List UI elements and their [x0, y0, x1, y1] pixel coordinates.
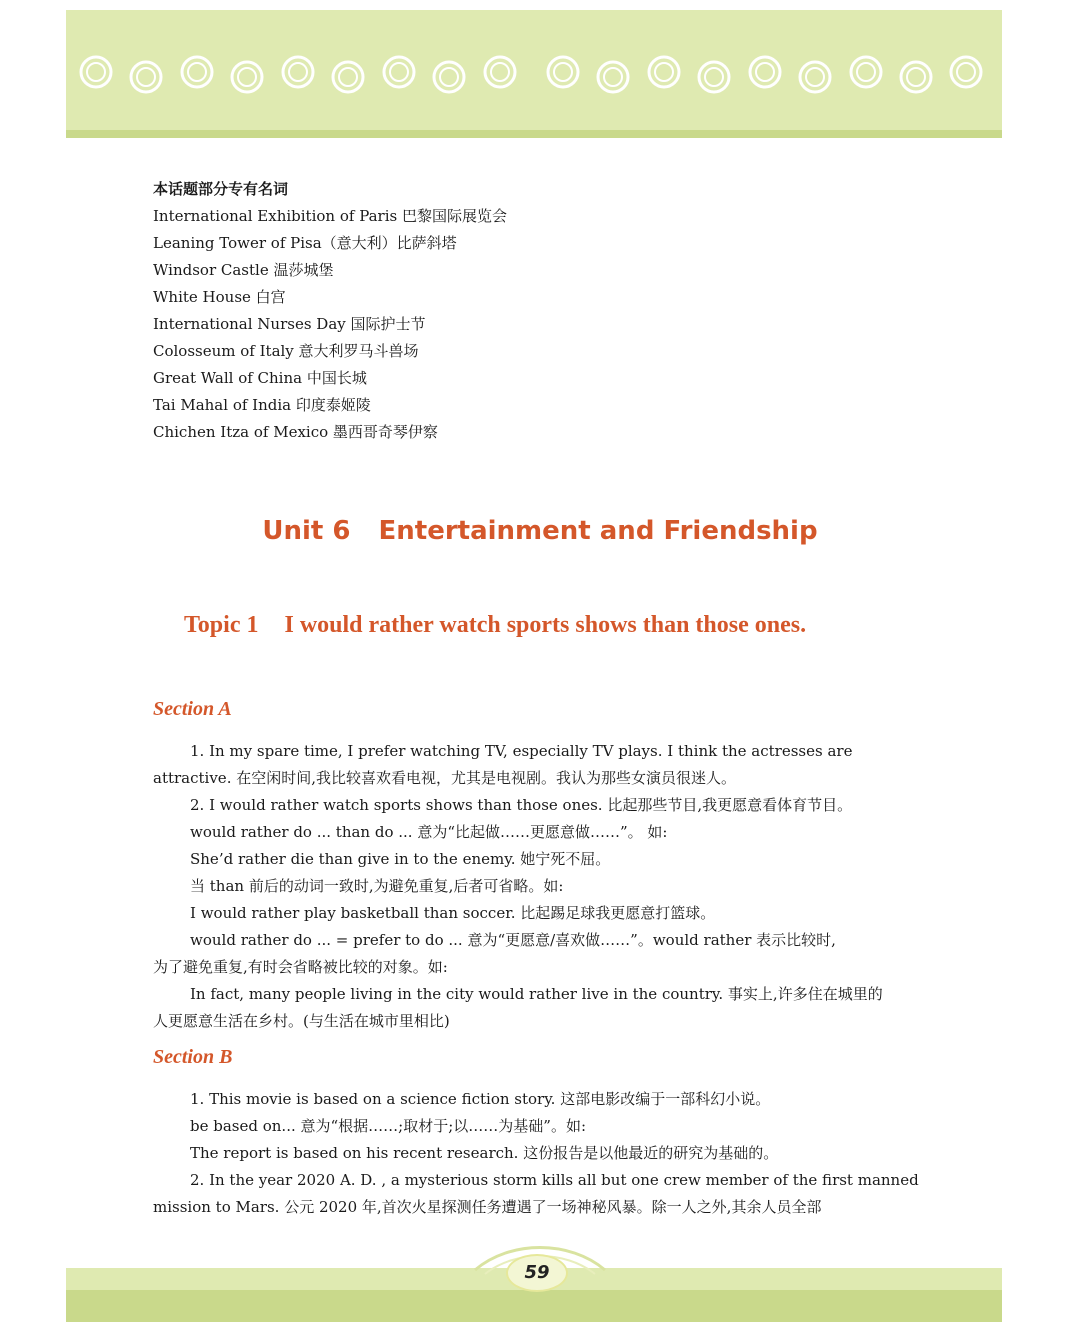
text-line: 1. This movie is based on a science fiction story. 这部电影改编于一部科幻小说。 [190, 1090, 771, 1108]
ring-icon [800, 62, 830, 92]
topic-name: I would rather watch sports shows than those ones. [284, 612, 807, 638]
text-line: 1. In my spare time, I prefer watching TV, especially TV plays. I think the actresses are [190, 742, 853, 760]
ring-icon [649, 57, 679, 87]
text-line: would rather do ... than do ... 意为“比起做……更愿意做……”。 如: [190, 823, 668, 841]
ring-icon [232, 62, 262, 92]
ring-icon [951, 57, 981, 87]
ring-icon [384, 57, 414, 87]
text-line: She’d rather die than give in to the enemy. 她宁死不屈。 [190, 850, 611, 868]
text-line: The report is based on his recent research. 这份报告是以他最近的研究为基础的。 [190, 1144, 779, 1162]
ring-icon [283, 57, 313, 87]
topic-number: Topic 1 [184, 612, 259, 638]
ring-icon [548, 57, 578, 87]
glossary-item: White House 白宫 [153, 288, 286, 306]
ring-icon [750, 57, 780, 87]
ring-icon [485, 57, 515, 87]
footer-band-bottom [66, 1290, 1002, 1322]
section-a-body [153, 738, 913, 1035]
glossary-item: Colosseum of Italy 意大利罗马斗兽场 [153, 342, 419, 360]
ring-icon [333, 62, 363, 92]
glossary-item: Great Wall of China 中国长城 [153, 369, 367, 387]
unit-name: Entertainment and Friendship [378, 516, 818, 546]
glossary-title: 本话题部分专有名词 [153, 180, 289, 198]
section-b-body [153, 1086, 919, 1221]
section-a-heading: Section A [153, 698, 232, 720]
glossary-item: Chichen Itza of Mexico 墨西哥奇琴伊察 [153, 423, 438, 441]
glossary-item: Windsor Castle 温莎城堡 [153, 261, 334, 279]
ring-icon [182, 57, 212, 87]
text-line: 为了避免重复,有时会省略被比较的对象。如: [153, 958, 448, 976]
text-line: 人更愿意生活在乡村。(与生活在城市里相比) [153, 1012, 450, 1030]
header-divider [66, 130, 1002, 138]
ring-icon [851, 57, 881, 87]
header-band [66, 10, 1002, 130]
ring-icon [901, 62, 931, 92]
glossary-item: Tai Mahal of India 印度泰姬陵 [153, 396, 371, 414]
text-line: 2. In the year 2020 A. D. , a mysterious storm kills all but one crew member of the first manned [190, 1171, 919, 1189]
ring-icon [699, 62, 729, 92]
ring-icon [598, 62, 628, 92]
glossary-item: Leaning Tower of Pisa（意大利）比萨斜塔 [153, 234, 457, 252]
unit-number: Unit 6 [262, 516, 351, 546]
text-line: mission to Mars. 公元 2020 年,首次火星探测任务遭遇了一场神秘风暴。除一人之外,其余人员全部 [153, 1198, 822, 1216]
text-line: be based on... 意为“根据……;取材于;以……为基础”。如: [190, 1117, 586, 1135]
page-number: 59 [506, 1254, 568, 1292]
glossary-item: International Exhibition of Paris 巴黎国际展览会 [153, 207, 507, 225]
text-line: 当 than 前后的动词一致时,为避免重复,后者可省略。如: [190, 877, 564, 895]
text-line: In fact, many people living in the city would rather live in the country. 事实上,许多住在城里的 [190, 985, 883, 1003]
glossary [153, 176, 913, 446]
text-line: 2. I would rather watch sports shows than those ones. 比起那些节目,我更愿意看体育节目。 [190, 796, 853, 814]
ring-icon [81, 57, 111, 87]
decorative-rings [66, 10, 1002, 130]
topic-title [184, 612, 806, 639]
text-line: would rather do ... = prefer to do ... 意为“更愿意/喜欢做……”。would rather 表示比较时, [190, 931, 836, 949]
glossary-item: International Nurses Day 国际护士节 [153, 315, 426, 333]
ring-icon [131, 62, 161, 92]
text-line: attractive. 在空闲时间,我比较喜欢看电视，尤其是电视剧。我认为那些女演员很迷人。 [153, 769, 736, 787]
text-line: I would rather play basketball than soccer. 比起踢足球我更愿意打篮球。 [190, 904, 716, 922]
ring-icon [434, 62, 464, 92]
section-b-heading: Section B [153, 1046, 233, 1068]
unit-title [0, 516, 1080, 546]
